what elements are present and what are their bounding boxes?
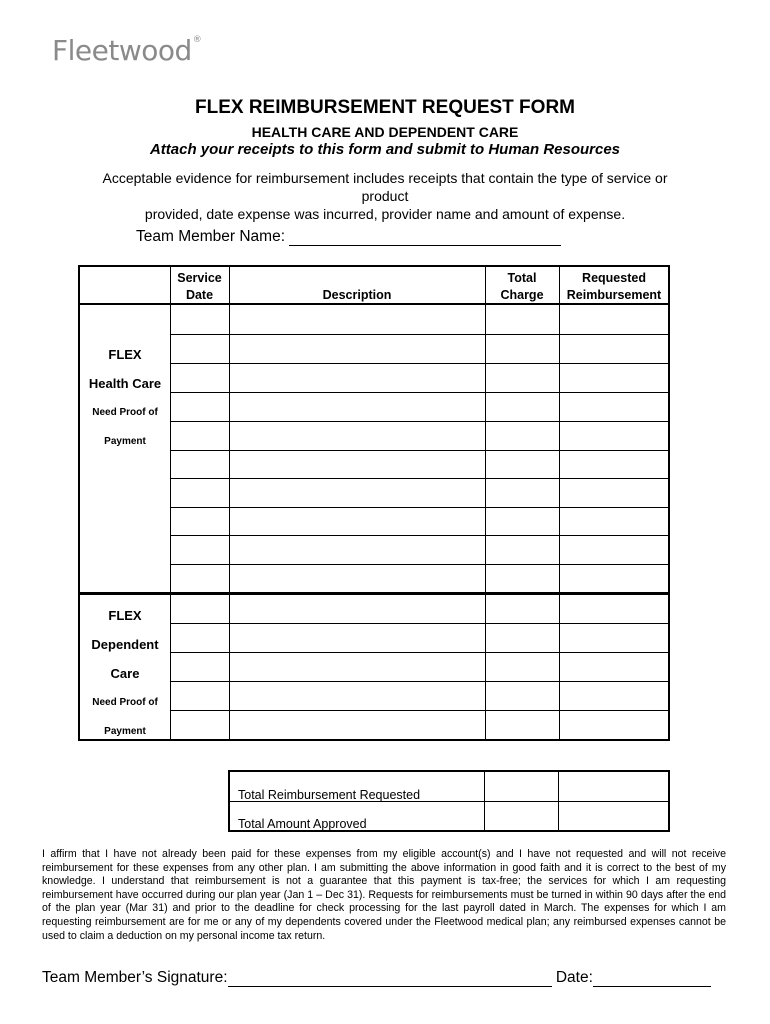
dependent-label-flex: FLEX	[108, 608, 142, 623]
row-line	[170, 421, 670, 422]
health-label-health-care: Health Care	[88, 376, 162, 391]
date-field[interactable]	[593, 971, 711, 987]
affirmation-text: I affirm that I have not already been paid for these expenses from my eligible account(s) and I have not requested and will not receive reimbursement for these expenses from any other plan. I am submitting the above information in good faith and it is correct to the best of my knowledge. I understand that reimbursement is not a guarantee that this payment is tax-free; the services for which I am requesting reimbursement have occurred during our plan year (Jan 1 – Dec 31). Requests for reimbursements must be turned in within 90 days after the end of the plan year (Mar 31) and prior to the deadline for check processing for the last payroll dated in March. The expenses for which I am requesting reimbursement are for me or any of my dependents covered under the Fleetwood medical plan; any reimbursed expenses cannot be used to claim a deduction on my personal income tax return.	[42, 848, 726, 942]
dependent-label-payment: Payment	[104, 726, 146, 737]
row-line	[170, 564, 670, 565]
fleetwood-logo	[52, 34, 201, 67]
expense-table	[78, 265, 670, 741]
dependent-label-care: Care	[110, 666, 140, 681]
header-charge-label: Charge	[500, 288, 544, 302]
header-total-label: Total	[507, 271, 537, 285]
header-divider	[80, 303, 670, 305]
row-line	[170, 507, 670, 508]
row-line	[170, 652, 670, 653]
evidence-line-2: provided, date expense was incurred, provider name and amount of expense.	[144, 206, 626, 222]
evidence-note	[80, 169, 690, 223]
dependent-label-need-proof: Need Proof of	[92, 697, 158, 708]
header-requested	[559, 270, 669, 304]
row-line	[170, 681, 670, 682]
health-label-need-proof: Need Proof of	[92, 407, 158, 418]
col-divider	[559, 267, 560, 739]
health-label-payment: Payment	[104, 436, 146, 447]
member-name-row	[136, 228, 561, 246]
total-approved-label: Total Amount Approved	[238, 817, 367, 831]
row-line	[170, 478, 670, 479]
row-line	[170, 450, 670, 451]
form-title: FLEX REIMBURSEMENT REQUEST FORM	[194, 97, 575, 118]
date-label: Date:	[555, 969, 593, 986]
row-line	[170, 392, 670, 393]
header-total-charge	[485, 270, 559, 304]
health-label-flex: FLEX	[108, 347, 142, 362]
signature-label: Team Member’s Signature:	[42, 969, 228, 986]
row-line	[170, 535, 670, 536]
row-line	[170, 363, 670, 364]
header-description: Description	[322, 288, 392, 302]
form-subtitle: HEALTH CARE AND DEPENDENT CARE	[251, 124, 519, 140]
evidence-line-1: Acceptable evidence for reimbursement includes receipts that contain the type of service or product	[102, 170, 668, 204]
total-requested-label: Total Reimbursement Requested	[238, 788, 421, 802]
row-line	[170, 623, 670, 624]
member-name-label: Team Member Name:	[136, 228, 286, 245]
row-line	[170, 334, 670, 335]
totals-table	[228, 770, 670, 832]
header-requested-label: Requested	[582, 271, 646, 285]
signature-row	[42, 969, 711, 987]
header-service-label: Service	[177, 271, 222, 285]
col-divider	[170, 267, 171, 739]
header-reimbursement-label: Reimbursement	[566, 288, 662, 302]
attach-instruction: Attach your receipts to this form and submit to Human Resources	[149, 141, 621, 158]
logo-text: Fleetwood	[52, 34, 192, 67]
header-date-label: Date	[185, 288, 214, 302]
col-divider	[485, 267, 486, 739]
registered-mark: ®	[192, 34, 202, 45]
header-service-date	[170, 270, 229, 304]
member-name-field[interactable]	[289, 229, 561, 246]
row-line	[170, 710, 670, 711]
section-divider	[80, 592, 670, 595]
dependent-label-dependent: Dependent	[91, 637, 159, 652]
col-divider	[229, 267, 230, 739]
signature-field[interactable]	[228, 971, 552, 987]
